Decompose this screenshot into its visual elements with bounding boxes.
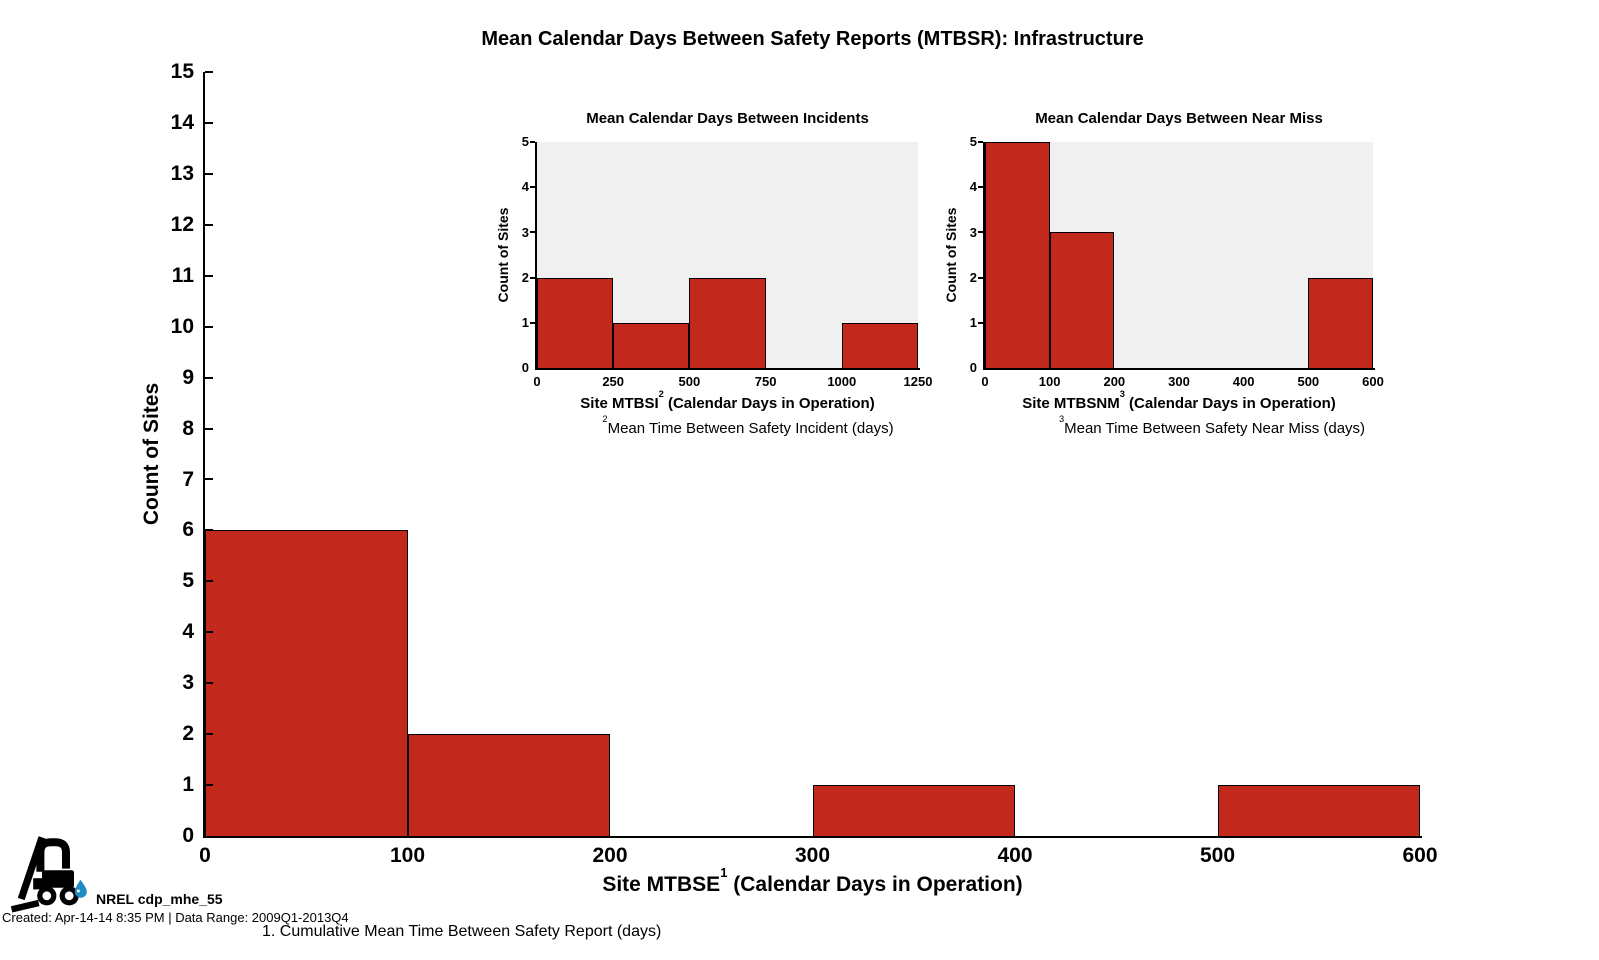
- y-tick-mark: [205, 275, 213, 277]
- y-tick-label: 1: [182, 773, 194, 797]
- y-tick-mark: [530, 277, 535, 279]
- y-tick-label: 0: [182, 824, 194, 848]
- y-tick-label: 11: [171, 263, 194, 287]
- x-tick-label: 500: [1199, 844, 1236, 867]
- histogram-bar: [613, 323, 689, 369]
- y-tick-label: 13: [170, 161, 194, 185]
- inset-nearmiss-x-axis-label-units: (Calendar Days in Operation): [1124, 395, 1336, 412]
- y-tick-mark: [978, 141, 983, 143]
- footnote-mtbsi-text: Mean Time Between Safety Incident (days): [607, 420, 894, 437]
- nearmiss-x-axis-line: [983, 368, 1375, 370]
- y-tick-mark: [205, 784, 213, 786]
- y-tick-mark: [205, 580, 213, 582]
- y-tick-label: 2: [521, 269, 529, 285]
- inset-nearmiss-y-axis-label: Count of Sites: [943, 207, 959, 303]
- footnote-mtbsnm-superscript: 3: [1058, 414, 1065, 425]
- y-tick-label: 14: [170, 111, 194, 134]
- y-tick-mark: [530, 231, 535, 233]
- y-tick-label: 0: [521, 360, 529, 376]
- footnote-mtbsi: [487, 414, 1009, 437]
- footnote-mtbsi-superscript: 2: [602, 414, 608, 425]
- x-tick-label: 1000: [827, 374, 857, 389]
- y-tick-label: 1: [521, 315, 529, 331]
- y-tick-label: 3: [182, 671, 194, 695]
- y-tick-mark: [205, 682, 213, 684]
- y-tick-label: 3: [969, 224, 977, 240]
- inset-incidents-x-axis-label: [487, 389, 968, 412]
- histogram-bar: [408, 734, 611, 837]
- histogram-bar: [1218, 785, 1421, 837]
- y-tick-mark: [978, 322, 983, 324]
- footnote-mtbsnm: [952, 414, 1472, 437]
- inset-incidents-title: Mean Calendar Days Between Incidents: [586, 110, 869, 127]
- y-tick-label: 5: [182, 569, 194, 593]
- y-tick-mark: [205, 71, 213, 73]
- inset-incidents-y-axis-label: Count of Sites: [495, 207, 511, 303]
- forklift-icon: [10, 834, 90, 916]
- x-tick-label: 0: [199, 844, 211, 867]
- nearmiss-y-axis-line: [983, 142, 985, 370]
- x-tick-label: 300: [1168, 374, 1190, 389]
- y-tick-label: 15: [170, 60, 194, 84]
- x-tick-label: 400: [997, 844, 1033, 867]
- y-tick-mark: [205, 326, 213, 328]
- y-tick-label: 1: [969, 315, 977, 331]
- x-tick-label: 250: [602, 374, 625, 389]
- main-x-axis-label: [205, 864, 1420, 897]
- y-tick-mark: [530, 141, 535, 143]
- y-tick-mark: [205, 173, 213, 175]
- y-tick-mark: [530, 186, 535, 188]
- y-tick-mark: [205, 631, 213, 633]
- x-tick-label: 500: [678, 374, 701, 389]
- main-x-axis-label-text: Site MTBSE: [602, 873, 721, 896]
- y-tick-mark: [205, 733, 213, 735]
- x-tick-label: 300: [794, 844, 831, 867]
- inset-incidents-x-axis-label-text: Site MTBSI: [580, 395, 659, 412]
- y-tick-mark: [978, 186, 983, 188]
- y-tick-label: 10: [170, 314, 194, 338]
- footnote-mtbse: 1. Cumulative Mean Time Between Safety Report (days): [262, 923, 662, 940]
- y-tick-mark: [205, 529, 213, 531]
- y-tick-mark: [205, 428, 213, 430]
- x-tick-label: 100: [1038, 374, 1061, 389]
- histogram-bar: [985, 142, 1050, 369]
- y-tick-label: 2: [969, 269, 977, 285]
- y-tick-label: 4: [969, 179, 977, 195]
- main-x-axis-label-superscript: 1: [720, 864, 728, 880]
- inset-nearmiss-title: Mean Calendar Days Between Near Miss: [1035, 110, 1323, 127]
- histogram-bar: [537, 278, 613, 369]
- histogram-bar: [205, 530, 408, 837]
- y-tick-mark: [978, 277, 983, 279]
- incidents-x-axis-line: [535, 368, 920, 370]
- y-tick-label: 9: [182, 365, 194, 389]
- main-x-axis-line: [203, 836, 1422, 838]
- histogram-bar: [1308, 278, 1373, 369]
- y-tick-mark: [205, 377, 213, 379]
- y-tick-mark: [205, 224, 213, 226]
- inset-nearmiss-x-axis-label: [935, 389, 1423, 412]
- logo-label: NREL cdp_mhe_55: [96, 891, 223, 907]
- x-tick-label: 1250: [903, 374, 933, 389]
- main-x-axis-label-units: (Calendar Days in Operation): [727, 873, 1023, 896]
- x-tick-label: 0: [533, 374, 541, 389]
- x-tick-label: 0: [981, 374, 989, 389]
- y-tick-label: 4: [182, 620, 194, 644]
- histogram-bar: [1050, 232, 1115, 369]
- footnote-mtbsnm-text: Mean Time Between Safety Near Miss (days): [1064, 420, 1366, 437]
- histogram-bar: [842, 323, 918, 369]
- y-tick-mark: [205, 122, 213, 124]
- y-tick-label: 5: [521, 134, 529, 150]
- y-tick-label: 3: [521, 224, 529, 240]
- main-y-axis-line: [203, 72, 205, 838]
- created-timestamp: Created: Apr-14-14 8:35 PM | Data Range: 2009Q1-2013Q4: [2, 910, 349, 925]
- chart-title: Mean Calendar Days Between Safety Reports (MTBSR): Infrastructure: [481, 28, 1144, 50]
- inset-nearmiss-x-axis-label-superscript: 3: [1119, 389, 1125, 400]
- y-tick-label: 2: [182, 722, 194, 746]
- x-tick-label: 400: [1232, 374, 1255, 389]
- y-tick-label: 8: [182, 416, 194, 440]
- x-tick-label: 600: [1362, 374, 1384, 389]
- y-tick-label: 0: [969, 360, 977, 376]
- inset-incidents-x-axis-label-units: (Calendar Days in Operation): [663, 395, 875, 412]
- histogram-bar: [689, 278, 765, 369]
- histogram-bar: [813, 785, 1016, 837]
- x-tick-label: 200: [1103, 374, 1126, 389]
- main-y-axis-label: Count of Sites: [140, 382, 163, 526]
- x-tick-label: 100: [389, 844, 426, 867]
- inset-incidents-x-axis-label-superscript: 2: [658, 389, 664, 400]
- y-tick-mark: [205, 478, 213, 480]
- y-tick-label: 5: [969, 134, 977, 150]
- incidents-y-axis-line: [535, 142, 537, 370]
- x-tick-label: 600: [1402, 844, 1438, 867]
- y-tick-label: 6: [182, 518, 194, 542]
- inset-nearmiss-x-axis-label-text: Site MTBSNM: [1022, 395, 1120, 412]
- y-tick-mark: [530, 322, 535, 324]
- x-tick-label: 750: [754, 374, 777, 389]
- y-tick-label: 7: [182, 467, 194, 491]
- y-tick-label: 4: [521, 179, 529, 195]
- y-tick-label: 12: [170, 212, 194, 236]
- x-tick-label: 500: [1297, 374, 1320, 389]
- x-tick-label: 200: [592, 844, 628, 867]
- y-tick-mark: [978, 231, 983, 233]
